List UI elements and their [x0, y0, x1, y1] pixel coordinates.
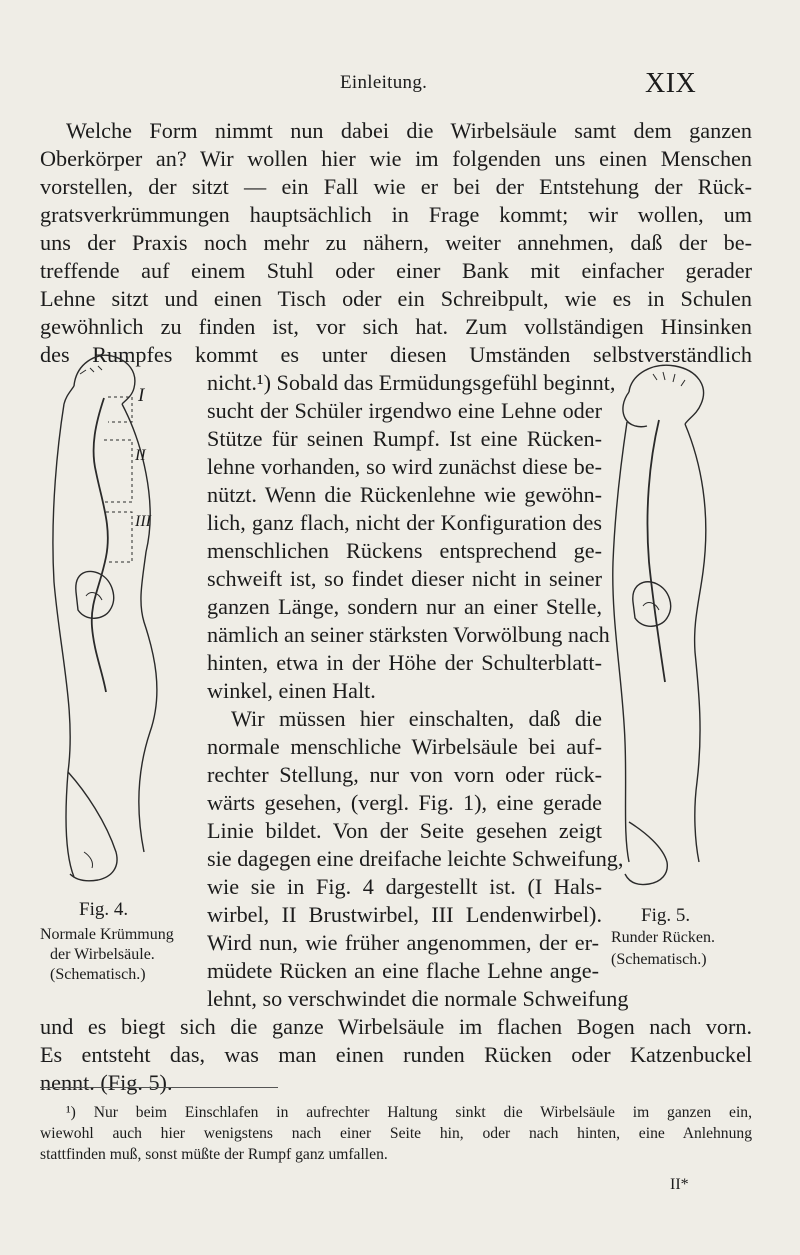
- text-line: hinten, etwa in der Höhe der Schulterblatt-: [207, 650, 602, 675]
- fig4-label-II: II: [135, 447, 146, 464]
- text-line: nützt. Wenn die Rückenlehne wie gewöhn-: [207, 482, 602, 507]
- text-line: Wird nun, wie früher angenommen, der er-: [207, 930, 599, 955]
- text-line: nicht.¹) Sobald das Ermüdungsgefühl beginnt,: [207, 370, 616, 395]
- signature-mark: II*: [670, 1176, 689, 1193]
- fig4-head-outline: [64, 355, 135, 404]
- text-line: Linie bildet. Von der Seite gesehen zeigt: [207, 818, 602, 843]
- figure-4-spine-illustration: [46, 352, 196, 892]
- text-line: müdete Rücken an eine flache Lehne ange-: [207, 958, 599, 983]
- text-line: sie dagegen eine dreifache leichte Schweifung,: [207, 846, 624, 871]
- footnote-line: ¹) Nur beim Einschlafen in aufrechter Haltung sinkt die Wirbelsäule im ganzen ein,: [66, 1104, 752, 1121]
- fig5-head-outline: [623, 365, 704, 426]
- fig5-front-outline: [685, 424, 706, 862]
- text-line: Oberkörper an? Wir wollen hier wie im folgenden uns einen Menschen: [40, 146, 752, 171]
- fig4-title: Fig. 4.: [79, 899, 129, 920]
- text-line: normale menschliche Wirbelsäule bei auf-: [207, 734, 602, 759]
- text-line: und es biegt sich die ganze Wirbelsäule im flachen Bogen nach vorn.: [40, 1014, 752, 1039]
- footnote-rule: [40, 1087, 278, 1088]
- footnote-line: stattfinden muß, sonst müßte der Rumpf ganz umfallen.: [40, 1146, 388, 1163]
- text-line: treffende auf einem Stuhl oder einer Bank mit einfacher gerader: [40, 258, 752, 283]
- text-line: Es entsteht das, was man einen runden Rücken oder Katzenbuckel: [40, 1042, 752, 1067]
- fig5-title: Fig. 5.: [641, 905, 691, 926]
- running-head: Einleitung.: [340, 72, 428, 93]
- text-line: sucht der Schüler irgendwo eine Lehne oder: [207, 398, 602, 423]
- footnote-line: wiewohl auch hier wenigstens nach einer Seite hin, oder nach hinten, eine Anlehnung: [40, 1125, 752, 1142]
- text-line: lich, ganz flach, nicht der Konfiguration des: [207, 510, 602, 535]
- text-line: Welche Form nimmt nun dabei die Wirbelsäule samt dem ganzen: [66, 118, 752, 143]
- text-line: Stütze für seinen Rumpf. Ist eine Rücken-: [207, 426, 602, 451]
- text-line: des Rumpfes kommt es unter diesen Umständen selbstverständlich: [40, 342, 752, 367]
- text-line: menschlichen Rückens entsprechend ge-: [207, 538, 602, 563]
- page-number: XIX: [645, 68, 697, 99]
- text-line: wärts gesehen, (vergl. Fig. 1), eine gerade: [207, 790, 602, 815]
- fig4-caption-line: Normale Krümmung: [40, 926, 174, 943]
- fig5-caption-line: (Schematisch.): [611, 951, 707, 968]
- text-line: ganzen Länge, sondern nur an einer Stelle,: [207, 594, 602, 619]
- text-line: Wir müssen hier einschalten, daß die: [231, 706, 602, 731]
- page-header: [0, 68, 800, 108]
- text-line: nennt. (Fig. 5).: [40, 1070, 173, 1095]
- text-line: wie sie in Fig. 4 dargestellt ist. (I Hals-: [207, 874, 602, 899]
- text-line: nämlich an seiner stärksten Vorwölbung nach: [207, 622, 610, 647]
- text-line: rechter Stellung, nur von vorn oder rück-: [207, 762, 602, 787]
- figure-5-round-back-illustration: [605, 362, 725, 892]
- fig4-front-outline: [122, 404, 157, 852]
- text-line: gewöhnlich zu finden ist, vor sich hat. Zum vollständigen Hinsinken: [40, 314, 752, 339]
- fig5-leg-outline: [625, 822, 667, 885]
- text-line: schweift ist, so findet dieser nicht in seiner: [207, 566, 602, 591]
- fig4-spine-curve: [92, 398, 108, 692]
- fig4-pelvis-outline: [76, 571, 114, 618]
- fig5-back-outline: [613, 422, 629, 862]
- fig4-caption-line: (Schematisch.): [50, 966, 146, 983]
- fig4-back-outline: [53, 404, 74, 877]
- text-line: uns der Praxis noch mehr zu nähern, weiter annehmen, daß der be-: [40, 230, 752, 255]
- text-line: Lehne sitzt und einen Tisch oder ein Schreibpult, wie es in Schulen: [40, 286, 752, 311]
- text-line: lehnt, so verschwindet die normale Schweifung: [207, 986, 629, 1011]
- text-line: vorstellen, der sitzt — ein Fall wie er bei der Entstehung der Rück-: [40, 174, 752, 199]
- fig5-spine-curve: [647, 420, 665, 682]
- text-line: wirbel, II Brustwirbel, III Lendenwirbel).: [207, 902, 602, 927]
- text-line: winkel, einen Halt.: [207, 678, 376, 703]
- fig4-label-III: III: [135, 513, 151, 530]
- fig4-label-I: I: [138, 385, 145, 406]
- fig5-caption-line: Runder Rücken.: [611, 929, 715, 946]
- text-line: lehne vorhanden, so wird zunächst diese be-: [207, 454, 602, 479]
- text-line: gratsverkrümmungen hauptsächlich in Frage kommt; wir wollen, um: [40, 202, 752, 227]
- fig4-caption-line: der Wirbelsäule.: [50, 946, 155, 963]
